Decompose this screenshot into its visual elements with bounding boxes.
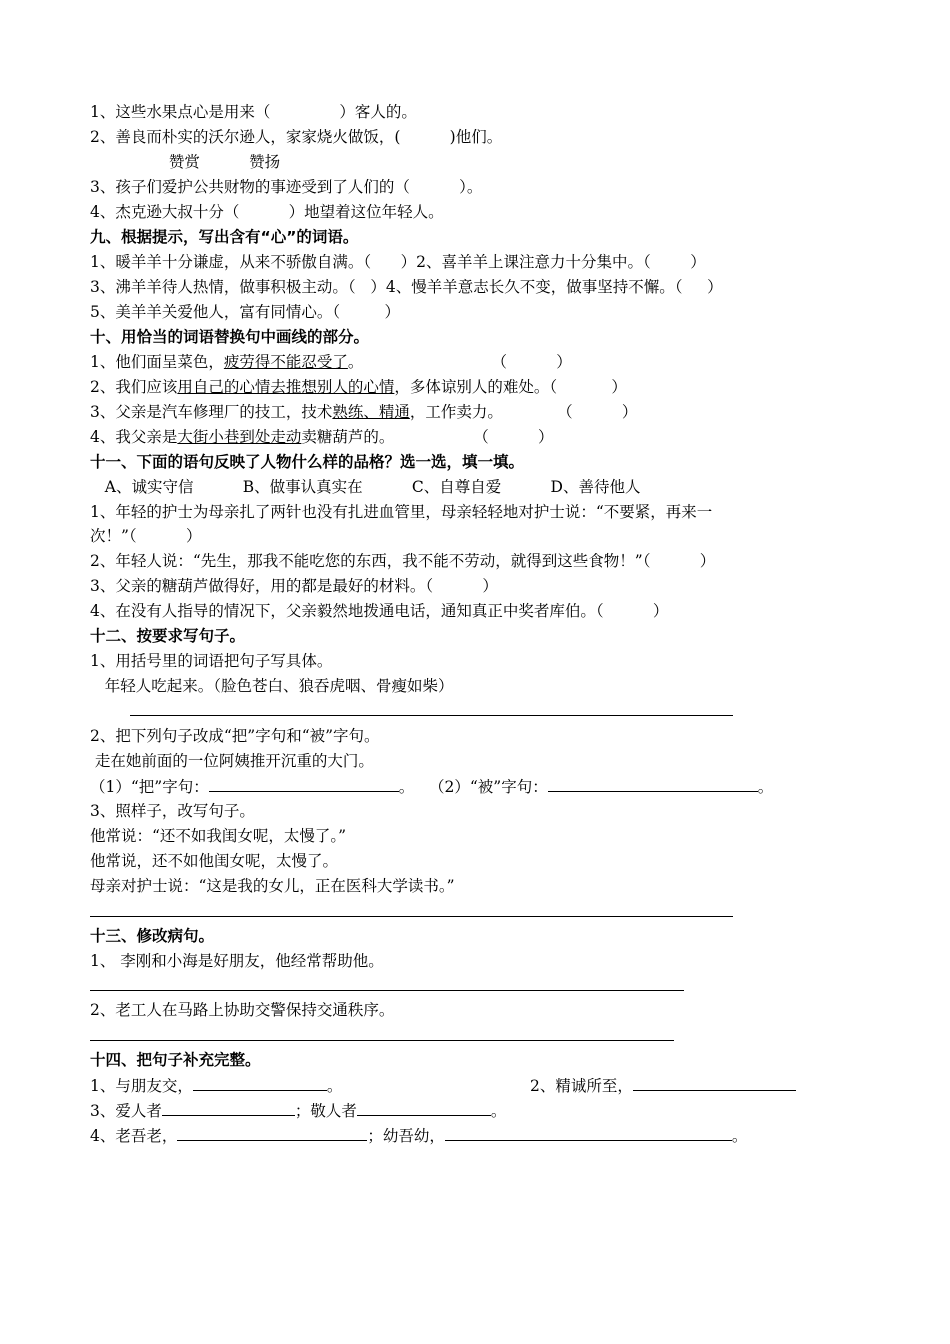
q2-blank xyxy=(633,1075,796,1091)
sec12-ba-bei xyxy=(90,776,773,797)
answer-line-q1 xyxy=(130,715,733,716)
sec10-title: 十、用恰当的词语替换句中画线的部分。 xyxy=(90,328,370,346)
q4-end: 。 xyxy=(731,1127,748,1145)
q2-text: 2、我们应该 xyxy=(90,378,178,396)
sec9-line1: 1、暖羊羊十分谦虚，从来不骄傲自满。（ ）2、喜羊羊上课注意力十分集中。（ ） xyxy=(90,253,706,271)
bei-blank xyxy=(548,776,758,792)
sec12-example1: 他常说：“还不如我闺女呢，太慢了。” xyxy=(90,827,347,845)
sec12-q2: 2、把下列句子改成“把”字句和“被”字句。 xyxy=(90,727,380,745)
q3-answer: ，工作卖力。 （ ） xyxy=(409,403,638,421)
sec12-q2-example: 走在她前面的一位阿姨推开沉重的大门。 xyxy=(90,752,374,770)
q3-mid: ；敬人者 xyxy=(294,1102,357,1120)
sec12-example3: 母亲对护士说：“这是我的女儿，正在医科大学读书。” xyxy=(90,877,455,895)
sec8-q4: 4、杰克逊大叔十分（ ）地望着这位年轻人。 xyxy=(90,203,444,221)
sec11-q1a: 1、年轻的护士为母亲扎了两针也没有扎进血管里，母亲轻轻地对护士说：“不要紧，再来一 xyxy=(90,503,713,521)
sec12-q3: 3、照样子，改写句子。 xyxy=(90,802,255,820)
sec8-q1: 1、这些水果点心是用来（ ）客人的。 xyxy=(90,103,417,121)
sec10-q2 xyxy=(90,377,627,397)
q4-underlined: 大街小巷到处走动 xyxy=(177,428,302,446)
sec13-title: 十三、修改病句。 xyxy=(90,927,215,945)
sec9-line3: 5、美羊羊关爱他人，富有同情心。（ ） xyxy=(90,303,400,321)
q4-label: 4、老吾老， xyxy=(90,1127,178,1145)
sec8-q3: 3、孩子们爱护公共财物的事迹受到了人们的（ ）。 xyxy=(90,178,483,196)
sec10-q3 xyxy=(90,402,637,422)
sec14-title: 十四、把句子补充完整。 xyxy=(90,1051,261,1069)
q3-label: 3、爱人者 xyxy=(90,1102,162,1120)
q1-underlined: 疲劳得不能忍受了 xyxy=(223,353,348,371)
q4-mid: ；幼吾幼， xyxy=(367,1127,445,1145)
sec12-example2: 他常说，还不如他闺女呢，太慢了。 xyxy=(90,852,339,870)
q4-blank-1 xyxy=(177,1125,367,1141)
sec8-options: 赞赏 赞扬 xyxy=(90,153,281,171)
sec8-q2: 2、善良而朴实的沃尔逊人，家家烧火做饭，( )他们。 xyxy=(90,128,503,146)
q3-text: 3、父亲是汽车修理厂的技工，技术 xyxy=(90,403,333,421)
ba-blank xyxy=(209,776,399,792)
ba-end: 。 xyxy=(398,778,415,796)
answer-line-13-1 xyxy=(90,990,684,991)
q3-blank-1 xyxy=(162,1100,295,1116)
sec12-q1: 1、用括号里的词语把句子写具体。 xyxy=(90,652,333,670)
bei-label: （2）“被”字句： xyxy=(429,778,548,796)
q2-answer: ，多体谅别人的难处。（ ） xyxy=(394,378,627,396)
sec11-q1b: 次！”（ ） xyxy=(90,527,202,545)
q2-underlined: 用自己的心情去推想别人的心情 xyxy=(177,378,395,396)
sec13-q1: 1、 李刚和小海是好朋友，他经常帮助他。 xyxy=(90,952,384,970)
sec14-q3 xyxy=(90,1100,506,1121)
sec11-title: 十一、下面的语句反映了人物什么样的品格？选一选，填一填。 xyxy=(90,453,525,471)
bei-end: 。 xyxy=(757,778,774,796)
q4-blank-2 xyxy=(445,1125,732,1141)
sec14-q1 xyxy=(90,1075,342,1096)
sec9-line2: 3、沸羊羊待人热情，做事积极主动。（ ）4、慢羊羊意志长久不变，做事坚持不懈。（ ） xyxy=(90,278,723,296)
ba-label: （1）“把”字句： xyxy=(90,778,209,796)
q3-end: 。 xyxy=(490,1102,507,1120)
sec11-q2: 2、年轻人说：“先生，那我不能吃您的东西，我不能不劳动，就得到这些食物！”（ ） xyxy=(90,552,716,570)
q3-underlined: 熟练、精通 xyxy=(332,403,410,421)
answer-line-13-2 xyxy=(90,1040,674,1041)
sec11-options: A、诚实守信 B、做事认真实在 C、自尊自爱 D、善待他人 xyxy=(90,478,641,496)
q4-answer: 卖糖葫芦的。 （ ） xyxy=(301,428,554,446)
sec11-q4: 4、在没有人指导的情况下，父亲毅然地拨通电话，通知真正中奖者库伯。（ ） xyxy=(90,602,669,620)
sec11-q3: 3、父亲的糖葫芦做得好，用的都是最好的材料。（ ） xyxy=(90,577,498,595)
q1-blank xyxy=(193,1075,327,1091)
q1-text: 1、他们面呈菜色， xyxy=(90,353,224,371)
sec10-q4 xyxy=(90,427,554,447)
q1-answer: 。 （ ） xyxy=(347,353,572,371)
sec12-q1-example: 年轻人吃起来。（脸色苍白、狼吞虎咽、骨瘦如柴） xyxy=(90,677,454,695)
sec13-q2: 2、老工人在马路上协助交警保持交通秩序。 xyxy=(90,1001,395,1019)
q2-label: 2、精诚所至， xyxy=(530,1077,633,1095)
q1-end: 。 xyxy=(326,1077,343,1095)
sec9-title: 九、根据提示，写出含有“心”的词语。 xyxy=(90,228,359,246)
q1-label: 1、与朋友交， xyxy=(90,1077,193,1095)
answer-line-q3 xyxy=(90,916,733,917)
q4-text: 4、我父亲是 xyxy=(90,428,178,446)
q3-blank-2 xyxy=(357,1100,491,1116)
sec12-title: 十二、按要求写句子。 xyxy=(90,627,246,645)
sec14-q4 xyxy=(90,1125,747,1146)
sec10-q1 xyxy=(90,352,572,372)
sec14-q2 xyxy=(530,1075,796,1096)
